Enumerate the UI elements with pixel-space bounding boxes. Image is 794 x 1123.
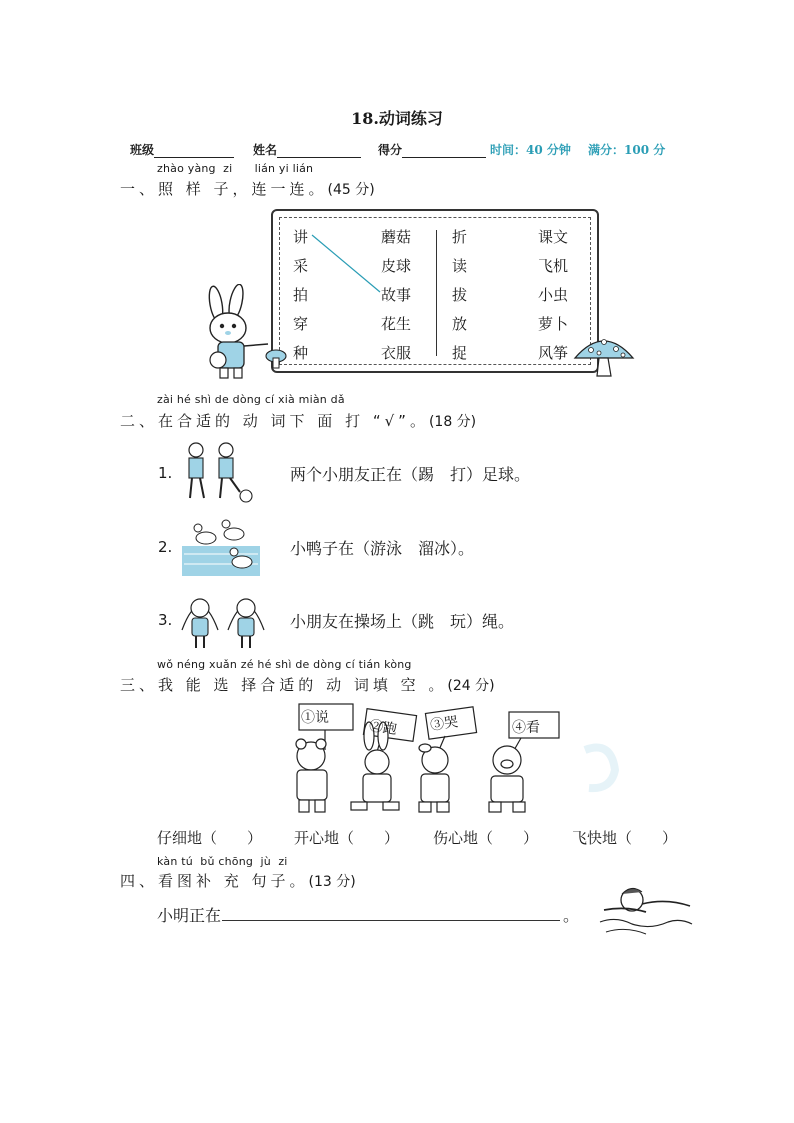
match-left2-1[interactable]: 读 <box>452 257 468 275</box>
q2-item3-num: 3. <box>158 611 173 629</box>
s3-pinyin: wǒ néng xuǎn zé hé shì de dòng cí tián kòng <box>157 658 412 671</box>
soccer-kids-illustration <box>180 440 254 506</box>
sign-3: ③哭 <box>429 714 460 734</box>
time-text: 时间：40 分钟 <box>490 143 571 157</box>
name-label: 姓名 <box>253 143 278 157</box>
match-left1-4[interactable]: 种 <box>293 344 309 362</box>
match-left2-2[interactable]: 拔 <box>452 286 468 304</box>
match-left1-0[interactable]: 讲 <box>293 228 309 246</box>
q3-blank-3[interactable]: 伤心地（ ） <box>433 829 539 847</box>
q2-item3-text[interactable]: 小朋友在操场上（跳 玩）绳。 <box>290 612 515 631</box>
sign-4: ④看 <box>512 720 540 736</box>
match-left1-1[interactable]: 采 <box>293 257 309 275</box>
q2-item1-num: 1. <box>158 464 173 482</box>
match-right1-2[interactable]: 故事 <box>381 286 412 304</box>
ducks-illustration <box>182 516 260 578</box>
match-right1-1[interactable]: 皮球 <box>381 257 412 275</box>
s1-pinyin: zhào yàng zi lián yi lián <box>157 162 314 175</box>
q4-suffix: 。 <box>563 906 580 925</box>
sign-1: ①说 <box>301 710 329 726</box>
match-left1-2[interactable]: 拍 <box>293 286 309 304</box>
q2-item2-num: 2. <box>158 538 173 556</box>
q2-item2-text[interactable]: 小鸭子在（游泳 溜冰）。 <box>290 539 475 558</box>
swimming-boy-illustration <box>596 880 696 940</box>
q2-item1-text[interactable]: 两个小朋友正在（踢 打）足球。 <box>290 465 531 484</box>
rabbit-illustration <box>198 284 290 382</box>
s4-pinyin: kàn tú bǔ chōng jù zi <box>157 855 288 868</box>
match-left1-3[interactable]: 穿 <box>293 315 309 333</box>
match-right2-1[interactable]: 飞机 <box>538 257 569 275</box>
sign-2: ②跑 <box>367 718 398 738</box>
match-right1-4[interactable]: 衣服 <box>381 344 412 362</box>
page-title: 18.动词练习 <box>351 109 443 128</box>
s2-heading: 二、在合适的 动 词下 面 打 “√”。(18 分) <box>120 412 477 430</box>
match-right2-4[interactable]: 风筝 <box>538 344 569 362</box>
q4-answer-line[interactable] <box>222 920 560 921</box>
score-label: 得分 <box>378 143 403 157</box>
match-right1-3[interactable]: 花生 <box>381 315 412 333</box>
q3-blank-1[interactable]: 仔细地（ ） <box>157 829 263 847</box>
s3-heading: 三、我 能 选 择合适的 动 词填 空 。(24 分) <box>120 676 495 694</box>
q3-blank-4[interactable]: 飞快地（ ） <box>572 829 678 847</box>
match-right2-0[interactable]: 课文 <box>538 228 569 246</box>
match-right1-0[interactable]: 蘑菇 <box>381 228 412 246</box>
q3-blank-2[interactable]: 开心地（ ） <box>294 829 400 847</box>
match-left2-3[interactable]: 放 <box>452 315 468 333</box>
s1-heading: 一、照 样 子，连一连。(45 分) <box>120 180 375 198</box>
mushroom-illustration <box>571 330 637 380</box>
match-left2-0[interactable]: 折 <box>452 228 468 246</box>
full-score-text: 满分：100 分 <box>588 143 666 157</box>
class-label: 班级 <box>130 143 155 157</box>
match-right2-3[interactable]: 萝卜 <box>538 315 569 333</box>
s2-pinyin: zài hé shì de dòng cí xià miàn dǎ <box>157 393 345 406</box>
match-left2-4[interactable]: 捉 <box>452 344 468 362</box>
s4-heading: 四、看图补 充 句子。(13 分) <box>120 872 356 890</box>
match-right2-2[interactable]: 小虫 <box>538 286 569 304</box>
jump-rope-kids-illustration <box>178 590 272 652</box>
q4-prefix: 小明正在 <box>157 906 222 925</box>
